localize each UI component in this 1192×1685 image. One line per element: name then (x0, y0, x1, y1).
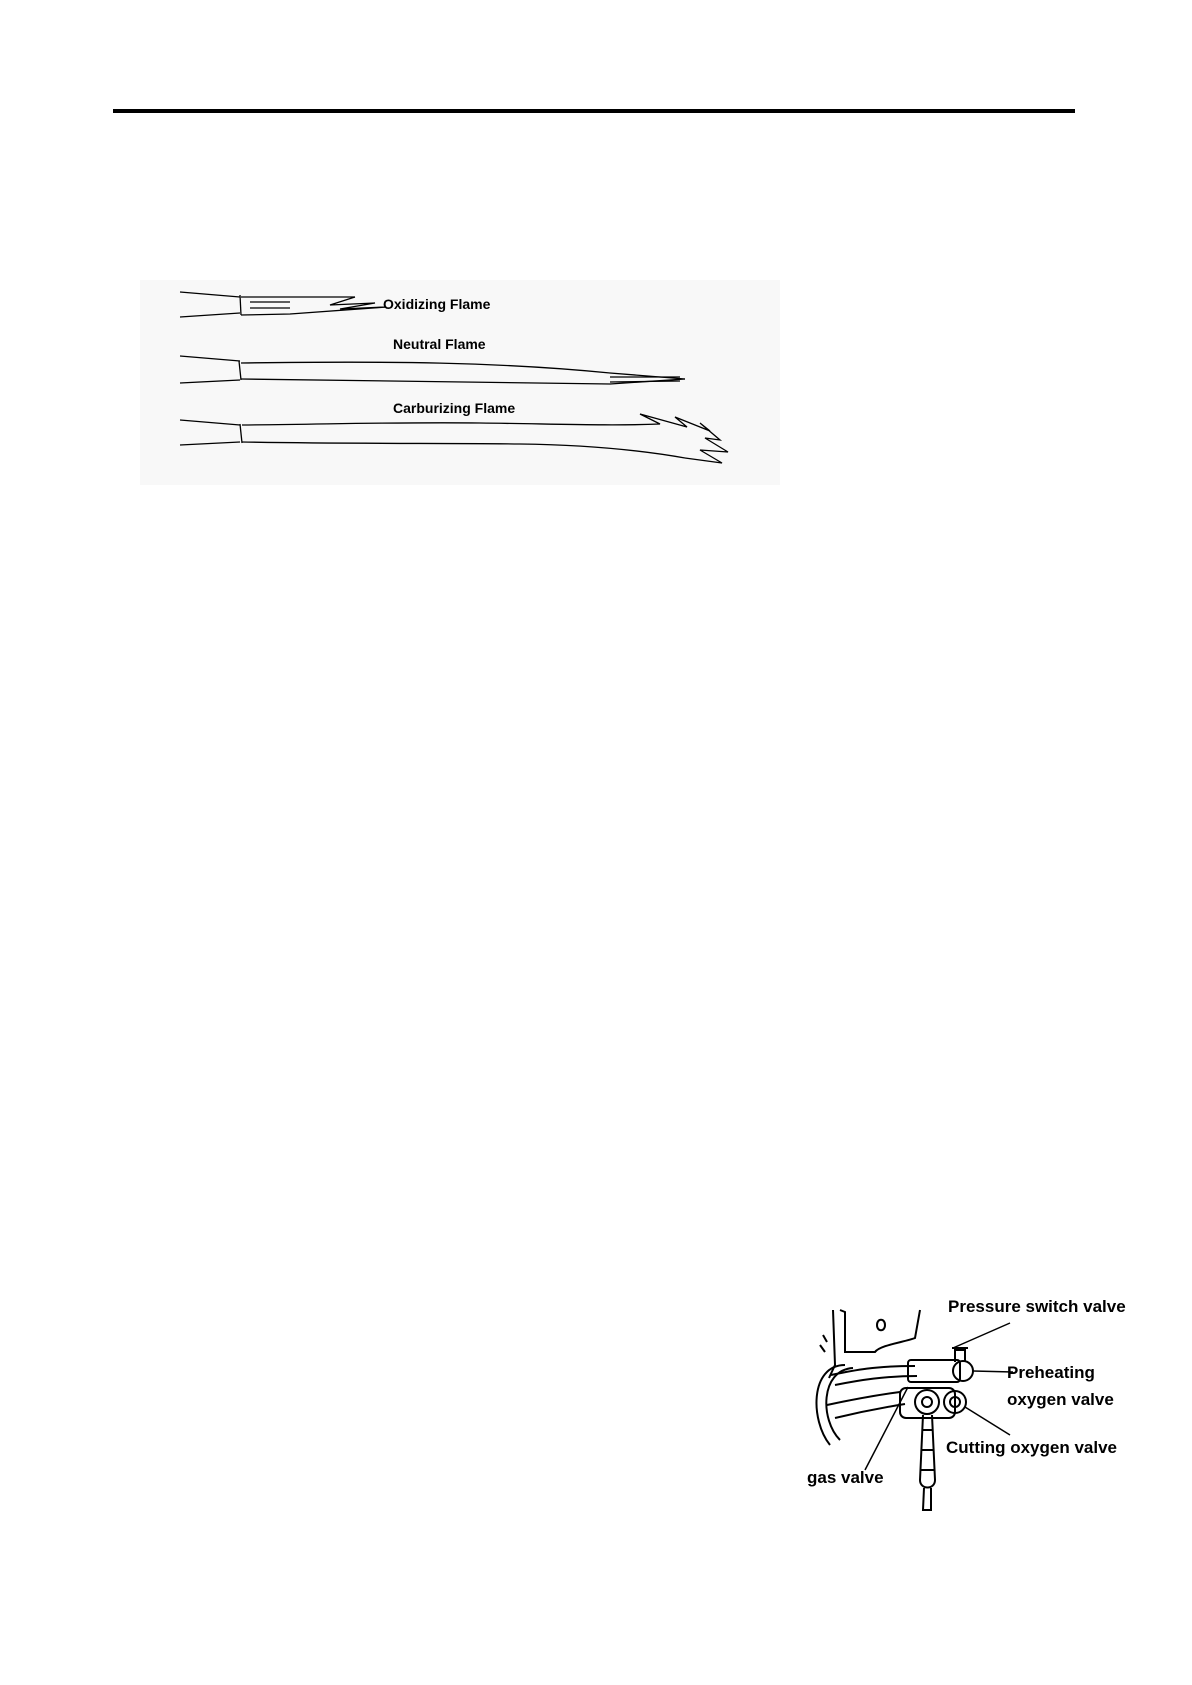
cutting-oxygen-valve-label: Cutting oxygen valve (946, 1438, 1117, 1457)
preheating-valve-label-line1: Preheating (1007, 1363, 1095, 1382)
gas-valve-label: gas valve (807, 1468, 884, 1487)
carburizing-flame-label: Carburizing Flame (393, 400, 516, 416)
oxidizing-flame-label: Oxidizing Flame (383, 296, 491, 312)
pressure-switch-leader (953, 1323, 1010, 1348)
gas-valve-leader (865, 1387, 908, 1470)
torch-figure (805, 1290, 1145, 1520)
header-rule (113, 109, 1075, 113)
cutting-oxygen-leader (965, 1407, 1010, 1435)
neutral-flame-label: Neutral Flame (393, 336, 486, 352)
pressure-switch-valve-label: Pressure switch valve (948, 1297, 1126, 1316)
preheating-valve-label-line2: oxygen valve (1007, 1390, 1114, 1409)
flame-figure (140, 280, 780, 485)
